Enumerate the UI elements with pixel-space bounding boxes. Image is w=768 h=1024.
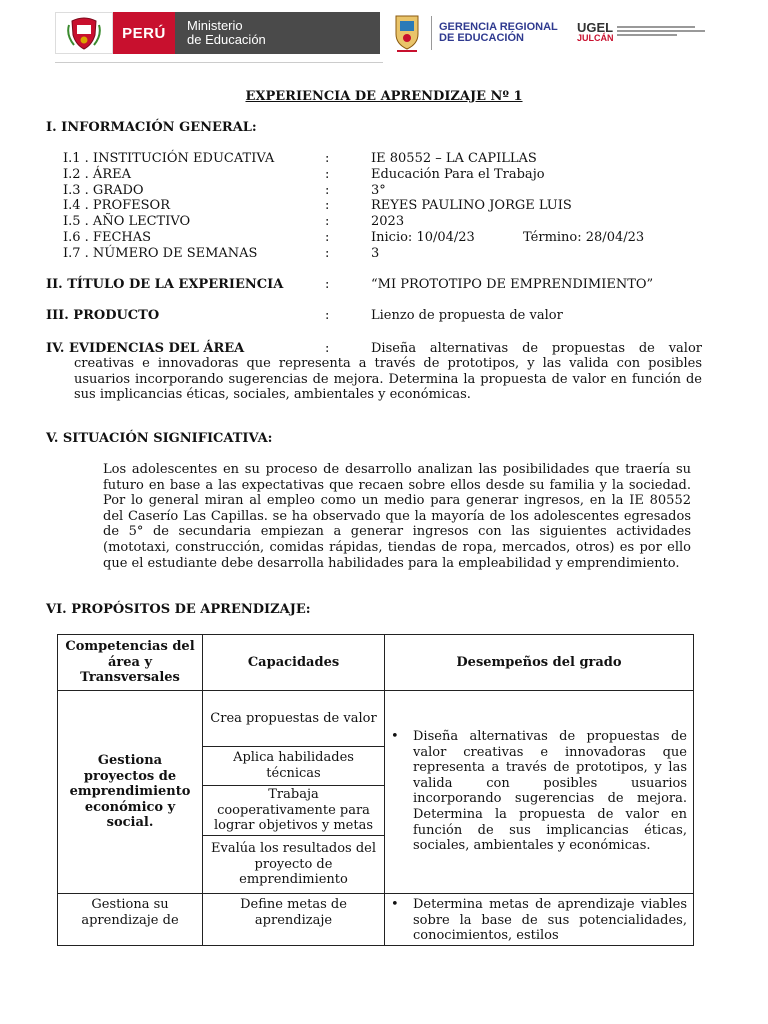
section-2-value: “MI PROTOTIPO DE EMPRENDIMIENTO” [371,277,654,292]
section-2-separator: : [325,277,330,292]
capacity-item: Aplica habilidades técnicas [203,747,384,786]
header-divider [431,16,432,50]
section-5-heading: V. SITUACIÓN SIGNIFICATIVA: [46,431,273,446]
info-separator: : [325,183,330,198]
performance-item [391,897,687,944]
info-separator: : [325,198,330,213]
info-label: I.4 . PROFESOR [63,198,170,213]
info-value: 3 [371,246,380,261]
section-4-heading: IV. EVIDENCIAS DEL ÁREA [46,341,245,356]
ugel-line-2: JULCÁN [577,33,614,43]
ministry-line-1: Ministerio [187,18,243,33]
section-3-heading: III. PRODUCTO [46,308,160,323]
info-label: I.5 . AÑO LECTIVO [63,214,191,229]
ugel-line-1: UGEL [577,20,614,35]
info-separator: : [325,167,330,182]
document-title: EXPERIENCIA DE APRENDIZAJE Nº 1 [245,89,523,104]
competency-cell: Gestiona proyectos de emprendimiento económico y social. [58,691,203,894]
regional-seal-icon [388,12,426,54]
performance-text: Determina metas de aprendizaje viables sobre la base de sus potencialidades, conocimientos, estilos [413,897,687,944]
country-label: PERÚ [113,12,175,54]
info-separator: : [325,230,330,245]
coat-of-arms-icon [55,12,113,54]
info-label: I.2 . ÁREA [63,167,131,182]
info-value: REYES PAULINO JORGE LUIS [371,198,572,213]
performance-text: Diseña alternativas de propuestas de valor creativas e innovadoras que representa a través de prototipos, y las valida con posibles usuarios incorporando sugerencias de mejora. Determina la propuesta de valor en función de sus implicancias éticas, sociales, ambientales y económicas. [413,729,687,854]
section-4-separator: : [325,341,330,356]
capacities-cell [203,691,385,894]
performance-cell [385,691,694,894]
section-1-heading: I. INFORMACIÓN GENERAL: [46,120,257,135]
bullet-icon: • [391,897,399,912]
info-label: I.7 . NÚMERO DE SEMANAS [63,246,258,261]
government-logo [55,12,380,54]
info-value: Inicio: 10/04/23 [371,230,475,245]
capacity-item: Trabaja cooperativamente para lograr objetivos y metas [203,786,384,836]
info-label: I.1 . INSTITUCIÓN EDUCATIVA [63,151,275,166]
info-label: I.3 . GRADO [63,183,144,198]
info-value: Educación Para el Trabajo [371,167,545,182]
table-header: Competencias del área y Transversales [58,635,203,691]
info-value: 3° [371,183,386,198]
competency-cell: Gestiona su aprendizaje de [58,894,203,946]
performance-item [391,729,687,854]
header-rule [55,62,383,63]
info-separator: : [325,214,330,229]
section-2-heading: II. TÍTULO DE LA EXPERIENCIA [46,277,284,292]
table-header: Capacidades [203,635,385,691]
info-value: IE 80552 – LA CAPILLAS [371,151,537,166]
info-label: I.6 . FECHAS [63,230,152,245]
info-separator: : [325,151,330,166]
regional-line-1: GERENCIA REGIONAL [439,21,558,33]
table-row [58,691,694,894]
ugel-fineprint-icon [617,24,709,38]
regional-office-label [439,22,558,44]
regional-line-2: DE EDUCACIÓN [439,32,524,44]
header-logos [55,8,710,58]
ugel-logo [577,22,614,44]
capacity-item: Evalúa los resultados del proyecto de emprendimiento [211,841,376,888]
info-value-end-date: Término: 28/04/23 [523,230,645,245]
ministry-line-2: de Educación [187,32,266,47]
ministry-label [175,12,380,54]
section-4-text: creativas e innovadoras que representa a través de prototipos, y las valida con posibles usuarios incorporando sugerencias de mejora. Determina la propuesta de valor en función de sus implicancias éticas, sociales, ambientales y económicas. [74,356,702,403]
section-5-text: Los adolescentes en su proceso de desarrollo analizan las posibilidades que traería su futuro en base a las expectativas que recaen sobre ellos desde su familia y la sociedad. Por lo general miran al empleo como un medio para generar ingresos, en la IE 80552 del Caserío Las Capillas. se ha observado que la mayoría de los adolescentes egresados de 5° de secundaria empiezan a generar ingresos con las siguientes actividades (mototaxi, construcción, comidas rápidas, tiendas de ropa, mercados, otros) es por ello que el estudiante debe desarrolla habilidades para la empleabilidad y emprendimiento. [103,462,691,571]
table-header-row [58,635,694,691]
section-3-separator: : [325,308,330,323]
capacity-item: Define metas de aprendizaje [203,894,385,946]
learning-purposes-table [57,634,694,946]
section-3-value: Lienzo de propuesta de valor [371,308,563,323]
section-4-first-line: Diseña alternativas de propuestas de valor [371,341,702,356]
table-row [58,894,694,946]
performance-cell [385,894,694,946]
info-value: 2023 [371,214,405,229]
info-separator: : [325,246,330,261]
capacity-item: Crea propuestas de valor [203,691,384,747]
table-header: Desempeños del grado [385,635,694,691]
section-6-heading: VI. PROPÓSITOS DE APRENDIZAJE: [46,602,311,617]
bullet-icon: • [391,729,399,744]
